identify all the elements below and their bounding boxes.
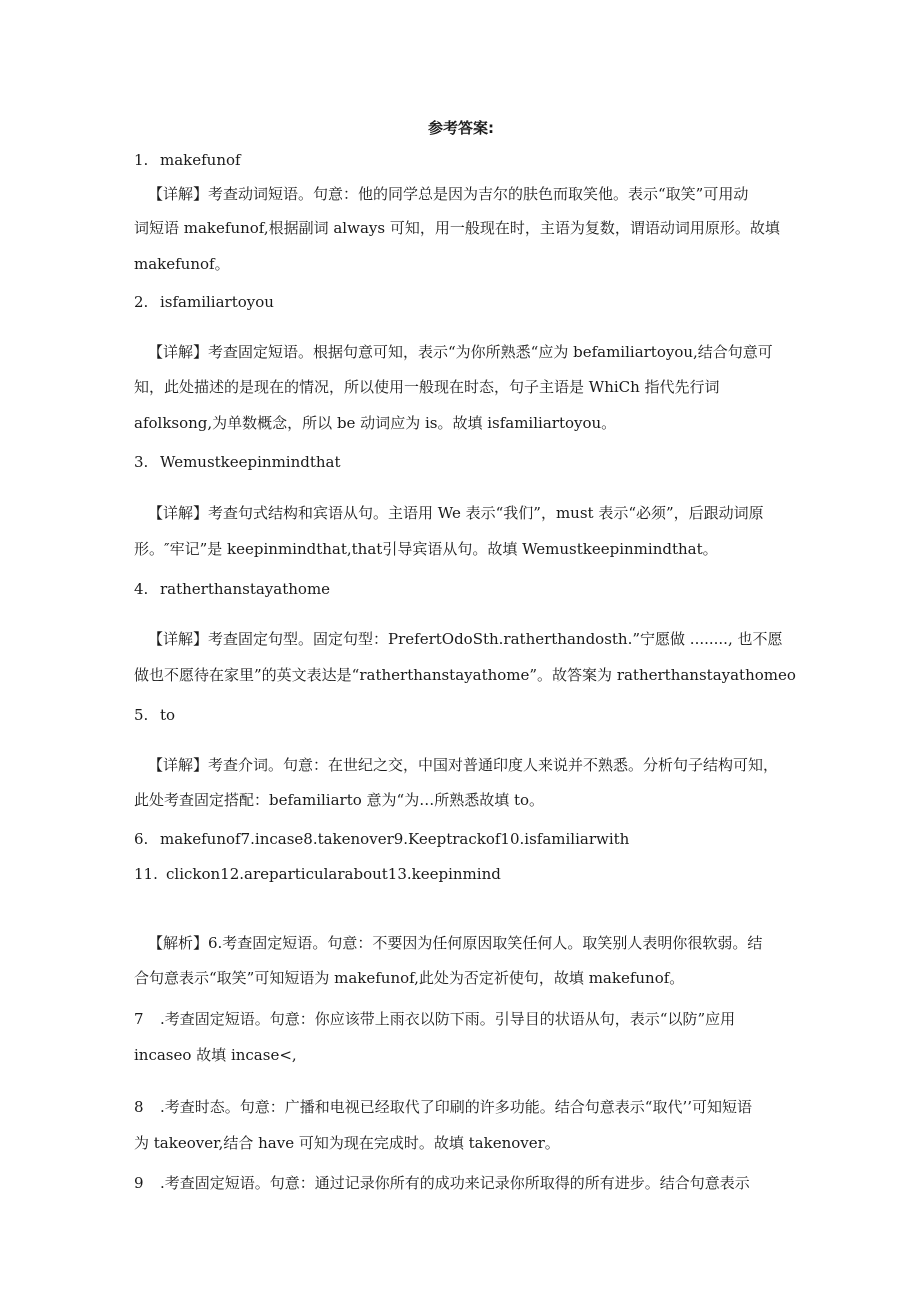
- line-text: .考查固定短语。句意：你应该带上雨衣以防下雨。引导目的状语从句，表示“以防”应用: [160, 1010, 736, 1028]
- line-text: makefunof7.incase8.takenover9.Keeptrackof10.isfamiliarwith: [160, 830, 630, 848]
- explanation-line: [148, 184, 748, 204]
- line-text: 为 takeover,结合 have 可知为现在完成时。故填 takenover。: [134, 1134, 560, 1152]
- line-text: 做也不愿待在家里”的英文表达是“ratherthanstayathome”。故答案为 ratherthanstayathomeo: [134, 666, 796, 684]
- line-text: ratherthanstayathome: [160, 580, 331, 598]
- answer-item-line: [134, 1173, 750, 1193]
- answer-item-line: [134, 579, 330, 599]
- line-text: 【详解】考查句式结构和宾语从句。主语用 We 表示“我们”，must 表示“必须”，后跟动词原: [148, 504, 764, 522]
- answer-item-line: [134, 829, 629, 849]
- item-number: 5.: [134, 706, 149, 724]
- line-text: 合句意表示“取笑”可知短语为 makefunof,此处为否定祈使句，故填 makefunof。: [134, 969, 685, 987]
- answer-item-line: [134, 1097, 752, 1117]
- explanation-line: [148, 933, 762, 953]
- explanation-line: [148, 755, 778, 775]
- line-text: 【解析】6.考查固定短语。句意：不要因为任何原因取笑任何人。取笑别人表明你很软弱。结: [148, 934, 763, 952]
- line-text: to: [160, 706, 176, 724]
- explanation-line: [134, 539, 718, 559]
- item-number: 1.: [134, 151, 149, 169]
- line-text: 知，此处描述的是现在的情况，所以使用一般现在时态，句子主语是 WhiCh 指代先行词: [134, 378, 720, 396]
- explanation-line: [148, 342, 773, 362]
- explanation-line: [134, 1133, 560, 1153]
- explanation-line: [134, 218, 780, 238]
- explanation-line: [148, 629, 782, 649]
- line-text: 词短语 makefunof,根据副词 always 可知，用一般现在时，主语为复数，谓语动词用原形。故填: [134, 219, 780, 237]
- line-text: clickon12.areparticularabout13.keepinmind: [166, 865, 501, 883]
- line-text: 【详解】考查固定句型。固定句型：PrefertOdoSth.ratherthandosth.”宁愿做 ........, 也不愿: [148, 630, 783, 648]
- item-number: 8: [134, 1098, 144, 1116]
- line-text: makefunof。: [134, 255, 230, 273]
- line-text: Wemustkeepinmindthat: [160, 453, 341, 471]
- item-number: 11.: [134, 865, 158, 883]
- explanation-line: [134, 790, 544, 810]
- item-number: 4.: [134, 580, 149, 598]
- explanation-line: [134, 413, 616, 433]
- item-number: 2.: [134, 293, 149, 311]
- line-text: .考查时态。句意：广播和电视已经取代了印刷的许多功能。结合句意表示“取代’’可知短语: [160, 1098, 752, 1116]
- answer-item-line: [134, 150, 241, 170]
- line-text: 形。″牢记”是 keepinmindthat,that引导宾语从句。故填 Wemustkeepinmindthat。: [134, 540, 718, 558]
- answer-item-line: [134, 452, 341, 472]
- explanation-line: [134, 254, 230, 274]
- line-text: 【详解】考查固定短语。根据句意可知，表示“为你所熟悉“应为 befamiliartoyou,结合句意可: [148, 343, 773, 361]
- explanation-line: [134, 968, 684, 988]
- answer-item-line: [134, 864, 501, 884]
- line-text: isfamiliartoyou: [160, 293, 274, 311]
- line-text: 【详解】考查动词短语。句意：他的同学总是因为吉尔的肤色而取笑他。表示“取笑”可用动: [148, 185, 749, 203]
- line-text: makefunof: [160, 151, 241, 169]
- item-number: 7: [134, 1010, 144, 1028]
- line-text: afolksong,为单数概念，所以 be 动词应为 is。故填 isfamiliartoyou。: [134, 414, 617, 432]
- answer-item-line: [134, 1009, 735, 1029]
- line-text: 此处考查固定搭配：befamiliarto 意为“为…所熟悉故填 to。: [134, 791, 545, 809]
- line-text: .考查固定短语。句意：通过记录你所有的成功来记录你所取得的所有进步。结合句意表示: [160, 1174, 750, 1192]
- explanation-line: [134, 377, 720, 397]
- answer-item-line: [134, 292, 274, 312]
- line-text: incaseo 故填 incase<,: [134, 1046, 297, 1064]
- item-number: 3.: [134, 453, 149, 471]
- page-title: 参考答案:: [428, 119, 494, 137]
- answer-item-line: [134, 705, 175, 725]
- item-number: 9: [134, 1174, 144, 1192]
- line-text: 【详解】考查介词。句意：在世纪之交，中国对普通印度人来说并不熟悉。分析句子结构可知，: [148, 756, 779, 774]
- explanation-line: [134, 1045, 297, 1065]
- item-number: 6.: [134, 830, 149, 848]
- explanation-line: [134, 665, 796, 685]
- explanation-line: [148, 503, 764, 523]
